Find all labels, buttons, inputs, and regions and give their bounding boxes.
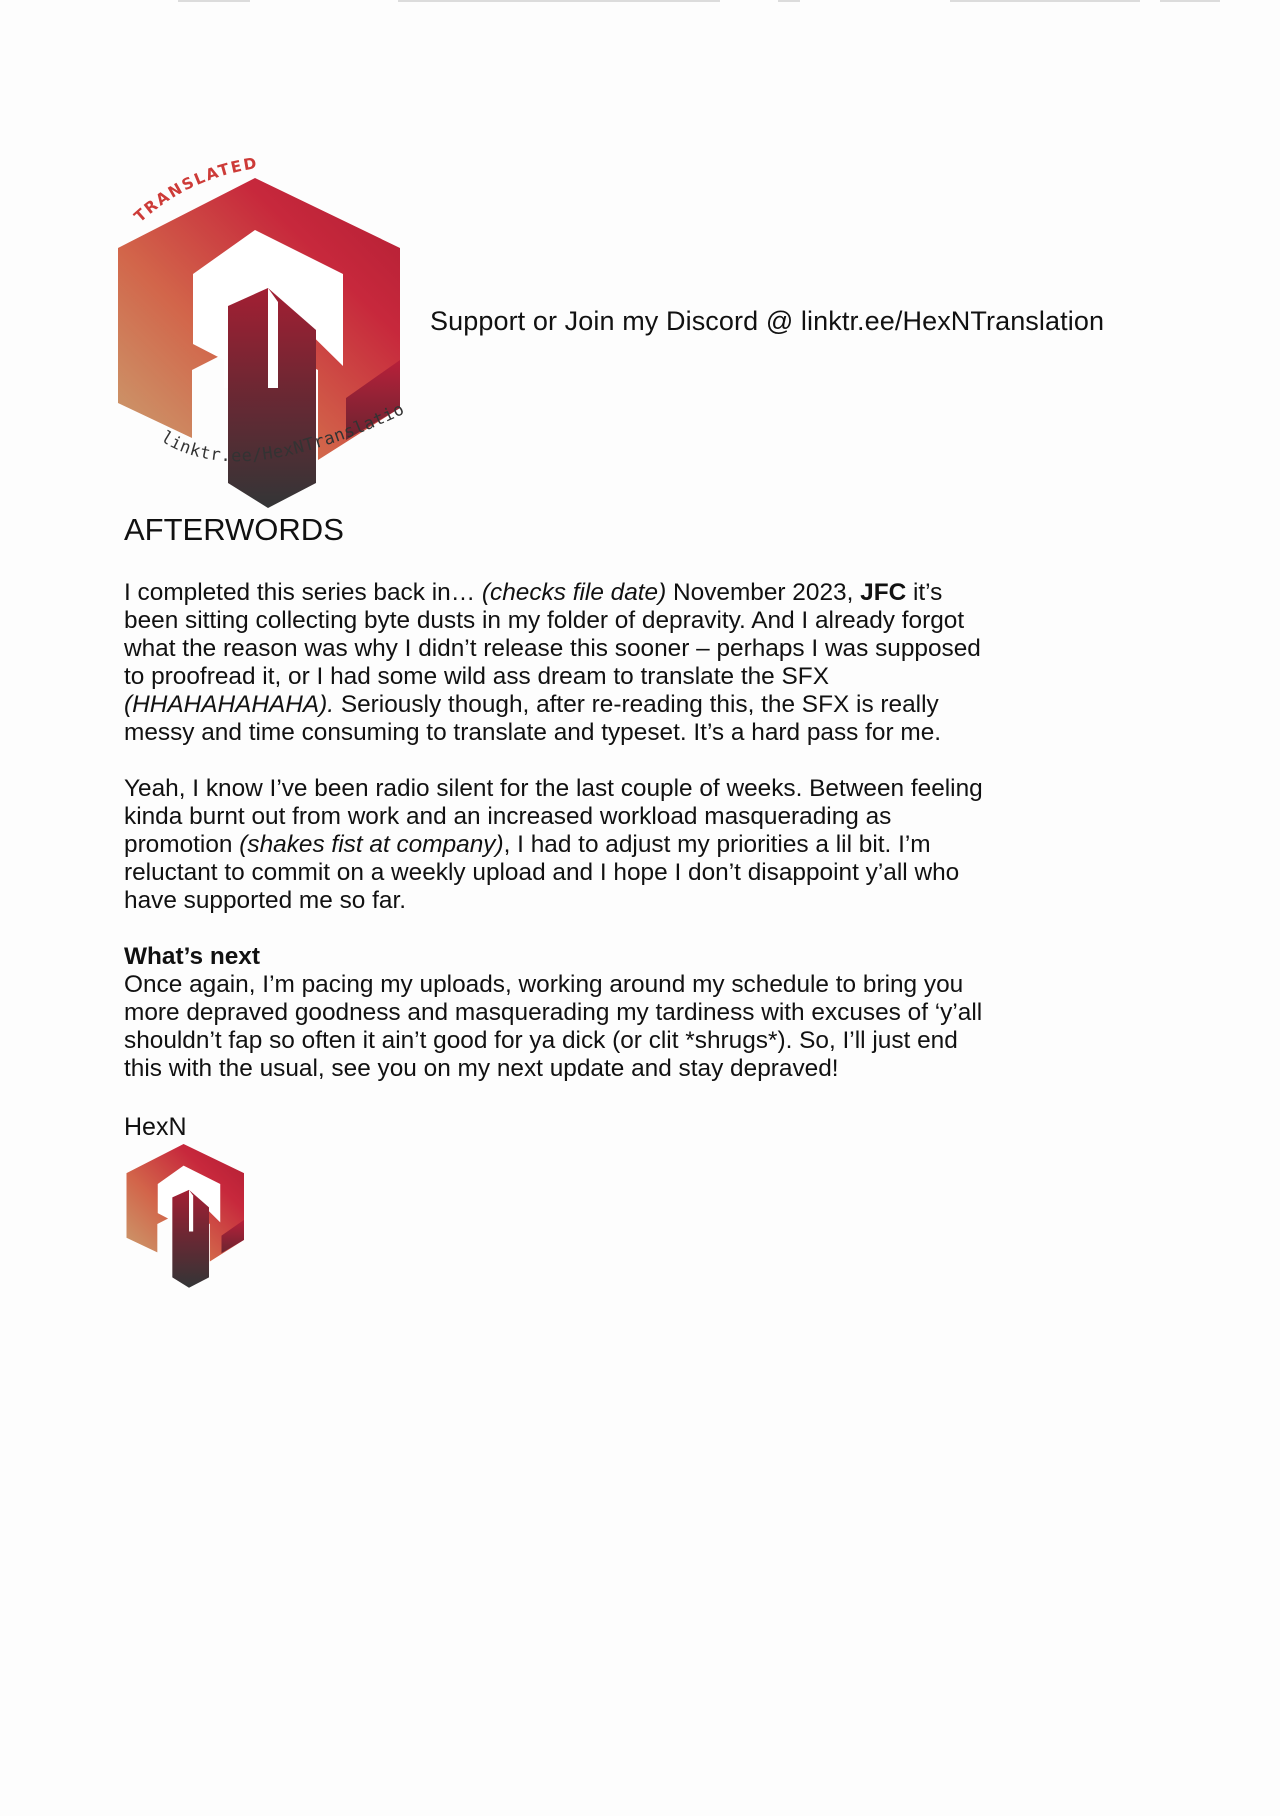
- discord-support-text: Support or Join my Discord @ linktr.ee/HexNTranslation: [430, 306, 1105, 336]
- hexn-logo-icon: [124, 1144, 254, 1294]
- paragraph-2-italic: (shakes fist at company): [239, 831, 504, 858]
- paragraph-1-text-a: I completed this series back in…: [124, 579, 482, 606]
- badge-bottom-text: linktr.ee/HexNTranslatio: [157, 399, 408, 467]
- paragraph-2: [124, 775, 984, 915]
- afterwords-content: [124, 510, 984, 1142]
- paragraph-1-text-c: it’s been sitting collecting byte dusts in my folder of depravity. And I already forgot what the reason was why I didn’t release this sooner – perhaps I was supposed to proofread it, or I had some wild ass dream to translate the SFX: [124, 579, 981, 690]
- paragraph-1-italic-a: (checks file date): [481, 579, 667, 606]
- paragraph-3: Once again, I’m pacing my uploads, working around my schedule to bring you more depraved goodness and masquerading my tardiness with excuses of ‘y’all shouldn’t fap so often it ain’t good for ya dick (or clit *shrugs*). So, I’ll just end this with the usual, see you on my next update and stay depraved!: [124, 971, 983, 1082]
- paragraph-2-text-b: , I had to adjust my priorities a lil bit. I’m reluctant to commit on a weekly upload and I hope I don’t disappoint y’all who have supported me so far.: [124, 831, 960, 914]
- signature: HexN: [124, 1113, 187, 1141]
- paragraph-1-text-b: November 2023,: [666, 579, 861, 606]
- paragraph-2-text-a: Yeah, I know I’ve been radio silent for the last couple of weeks. Between feeling kinda burnt out from work and an increased workload masquerading as promotion: [124, 775, 983, 858]
- badge-top-text: TRANSLATED: [130, 153, 260, 226]
- paragraph-1-bold: JFC: [860, 579, 907, 606]
- hexn-badge-icon: [118, 148, 418, 508]
- footer-hexn-logo: [124, 1144, 254, 1294]
- paragraph-1-italic-b: (HHAHAHAHAHA).: [124, 691, 335, 718]
- top-edge-artifacts: [0, 0, 1280, 5]
- paragraph-1-text-d: Seriously though, after re-reading this, the SFX is really messy and time consuming to translate and typeset. It’s a hard pass for me.: [124, 691, 942, 746]
- afterwords-heading: AFTERWORDS: [124, 512, 344, 547]
- paragraph-1: [124, 579, 984, 747]
- whats-next-heading: What’s next: [124, 943, 260, 970]
- translated-by-badge-logo: [118, 148, 418, 508]
